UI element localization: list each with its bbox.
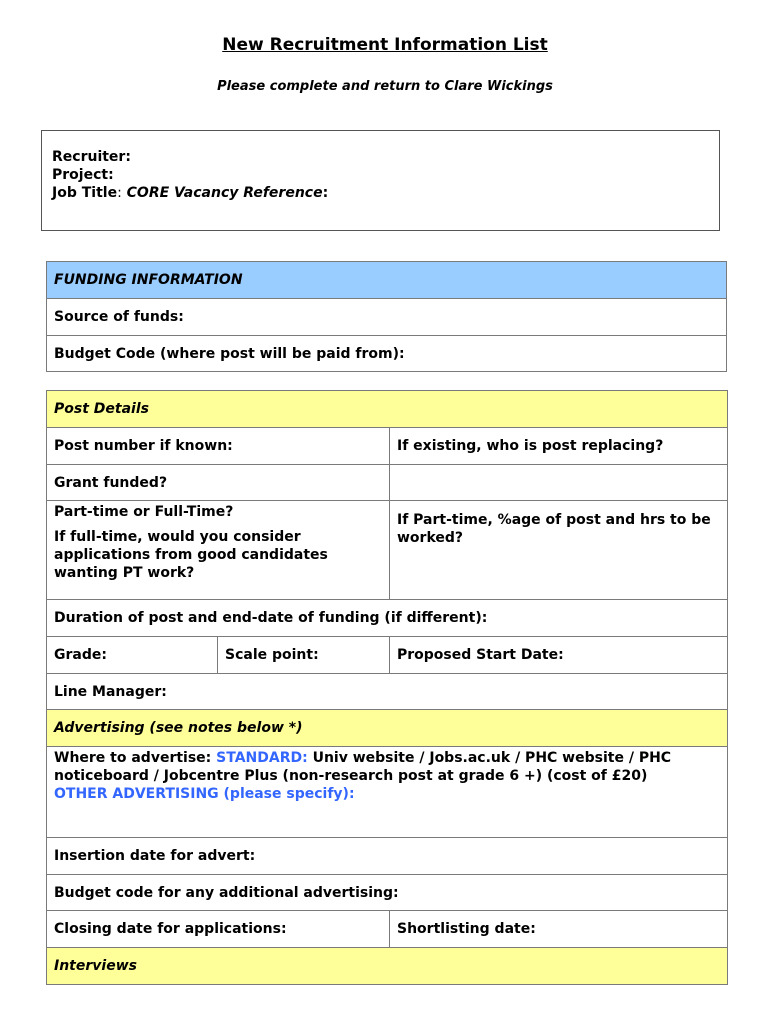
standard-label: STANDARD: [216,750,308,766]
part-time-full-time-label: Part-time or Full-Time? [54,504,234,520]
insertion-date-label: Insertion date for advert: [54,848,256,864]
duration-label: Duration of post and end-date of funding (if different): [54,610,488,626]
full-time-consider-label: If full-time, would you consider applications from good candidates wanting PT work? [54,529,328,581]
grade-field[interactable] [47,637,218,674]
shortlisting-date-field[interactable] [390,911,728,948]
line-manager-field[interactable] [47,674,728,710]
duration-field[interactable] [47,600,728,637]
post-number-label: Post number if known: [54,438,233,454]
grant-funded-empty-cell[interactable] [390,465,728,501]
closing-date-field[interactable] [47,911,390,948]
job-title-label: Job Title [52,185,118,201]
job-title-field[interactable] [52,184,709,202]
budget-code-label: Budget Code (where post will be paid from): [54,345,405,362]
source-of-funds-label: Source of funds: [54,309,184,325]
funding-table [46,261,727,372]
line-manager-label: Line Manager: [54,683,167,700]
post-number-field[interactable] [47,428,390,465]
project-label: Project: [52,167,114,183]
part-time-percentage-label: If Part-time, %age of post and hrs to be worked? [397,512,711,546]
part-time-percentage-field[interactable] [390,501,728,600]
core-vacancy-reference-label: CORE Vacancy Reference [126,185,323,201]
additional-budget-code-field[interactable] [47,875,728,911]
scale-point-label: Scale point: [225,647,319,663]
recruiter-field[interactable] [52,148,709,166]
post-replacing-field[interactable] [390,428,728,465]
page-title: New Recruitment Information List [222,35,548,55]
interviews-heading: Interviews [47,948,728,985]
grade-label: Grade: [54,647,107,663]
advertising-heading: Advertising (see notes below *) [47,710,728,747]
job-title-separator: : [117,185,122,201]
page-subtitle: Please complete and return to Clare Wickings [217,79,553,94]
post-details-table [46,390,728,985]
shortlisting-date-label: Shortlisting date: [397,921,536,937]
project-field[interactable] [52,166,709,184]
budget-code-field[interactable] [47,336,727,372]
where-to-advertise-label: Where to advertise: [54,750,217,766]
where-to-advertise-field[interactable] [47,747,728,838]
recruiter-label: Recruiter: [52,149,131,165]
additional-budget-code-label: Budget code for any additional advertising: [54,884,399,901]
funding-heading: FUNDING INFORMATION [47,262,727,299]
recruiter-details-box [41,130,720,231]
other-advertising-label: OTHER ADVERTISING (please specify): [54,786,355,802]
grant-funded-field[interactable] [47,465,390,501]
core-vacancy-reference-separator: : [322,185,329,201]
scale-point-field[interactable] [218,637,390,674]
post-details-heading: Post Details [47,391,728,428]
post-replacing-label: If existing, who is post replacing? [397,438,664,454]
part-time-full-time-field[interactable] [47,501,390,600]
standard-advertising-text: Univ website / Jobs.ac.uk / PHC website / PHC noticeboard / Jobcentre Plus (non-research post at grade 6 +) (cost of £20) [54,750,672,784]
insertion-date-field[interactable] [47,838,728,875]
start-date-label: Proposed Start Date: [397,647,564,663]
grant-funded-label: Grant funded? [54,474,168,491]
start-date-field[interactable] [390,637,728,674]
closing-date-label: Closing date for applications: [54,921,287,937]
source-of-funds-field[interactable] [47,299,727,336]
